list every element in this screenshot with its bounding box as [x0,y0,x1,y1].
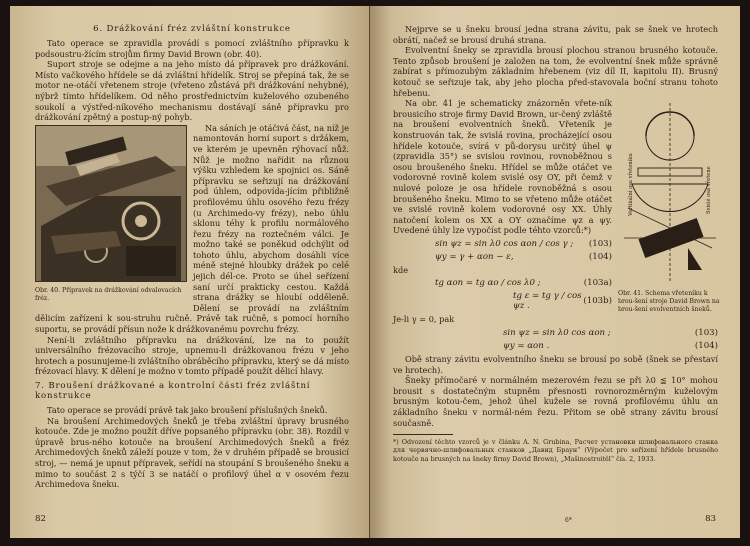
formula: ψy = αon . (104) [503,341,718,352]
formula: ψy = γ + αon − ε, (104) [435,251,612,262]
left-page [10,6,369,538]
machine-photo [35,125,187,282]
section-heading: 7. Broušení drážkované a kontrolní části fréz zvláštní konstrukce [35,381,311,401]
right-page [369,6,740,538]
paragraph: Na broušení Archimedových šneků je třeba zvláštní úpravy brusného kotouče. Zde je možno použít dříve popsaného přípravku (obr. 38). Rozdíl v úpravě brus-ného kotouče na broušení Archimedových šneků a fréz Archimedových šneků záleží pouze v tom, že v druhém případě se brousicí stroj, — nemá je upnut přípravek, seřídí na stoupání S broušeného šneku a mimo to součást 2 s týčí 3 se natáčí o profilový úhel α v osovém řezu Archimedova šneku. [35,415,349,490]
axis-label: Svislé osa vřetene [706,166,712,215]
kde-label: kde [393,264,409,275]
formula: sin ψz = sin λ0 cos αon / cos γ ; (103) [435,238,612,249]
figure-caption: Obr. 41. Schema vřeteníku k brou-šení stroje David Brown na brou-šení evolventních šneků. [618,290,720,314]
paragraph: Tato operace se provádí právě tak jako broušení příslušných šneků. [47,405,328,415]
figure-41 [618,98,722,314]
figure-40 [35,125,185,303]
gutter [369,6,370,538]
wheelhead-schematic [618,98,722,288]
paragraph: Tato operace se zpravidla provádí s pomocí zvláštního přípravku k podsoustru-žícím strojům firmy David Brown (obr. 40). [35,38,349,59]
formula: sin ψz = sin λ0 cos αon ; (103) [503,328,718,339]
formula: tg ε = tg γ / cos ψz . (103b) [513,291,612,312]
paragraph: Není-li zvláštního přípravku na drážkování, lze na to použít universálního frézovacího stroje, upnemu-li drážkovanou frézu v jeho hrotech a posunujeme-li zvláštního obráběcího přípravku, který se dá místo frézovací hlavy. K dělení je možno v tomto případě použít dělicí hlavy. [35,334,349,377]
paragraph: Na sáních je otáčivá část, na níž je namontován horní suport s držákem, ve kterém je upevněn rýhovací nůž. Nůž je možno nařídit na různou výšku vzhledem ke spojnici os. Sáně přípravku se seřizují na drážkování pod úhlem, odpovída-jícím přibližně profilovému úhlu osového řezu frézy (u Archimedo-vy frézy), nebo úhlu sklonu téhy k profilu normálového řezu frézy na roztečném válci. Je možno také se poněkud odchýlit od tohoto úhlu, abychom dosáhli více méně stejné hloubky drážek po celé jejich dél-ce. Proto se úhel seřízení saní určí prakticky cestou. Každá strana drážky se hloubí odděleně. Dělení se provádí na zvláštním dělicím zařízení k sou-struhu ručně. Právě tak ručně, s pomocí horního suportu, se provádí přísun nože k drážkovanému povrchu frézy. [35,122,349,335]
paragraph: Obě strany závitu evolventního šneku se brousí po sobě (šnek se přestaví ve hrotech). [393,354,718,375]
book-spread [10,6,740,538]
figure-caption: Obr. 40. Přípravek na drážkování odvalovacích fréz. [35,286,182,302]
page-number: 83 [705,514,716,524]
paragraph: Na obr. 41 je schematicky znázorněn vřete-ník brousicího stroje firmy David Brown, ur-čený zvláště na broušení evolventních šneků. Vřeteník je konstruován tak, že svislá rovina, procházející osou hřídele kotouče, svírá v pů-dorysu určitý úhel ψ (zpravidla 35°) se svislou rovinou, rovnoběžnou s osou broušeného šneku. Hřídel se může otáčet ve vodorovné rovině kolem svislé osy OY, při čemž v nulové poloze je osa hřídele rovnoběžná s osou broušeného šneku. Mimo to se vřeteno může otáčet ve svislé rovině kolem vodorovné osy XX. Úhly natočení kolem os XX a OY označíme ψz a ψy. Uvedené úhly lze vypočíst podle téhto vzorců:*) [393,98,612,236]
formula: tg αon = tg αo / cos λ0 ; (103a) [435,278,612,289]
page-number: 82 [35,514,46,524]
axis-label: Vertikální osa vřeteníku [628,153,634,217]
paragraph: Evolventní šneky se zpravidla brousí plochou stranou brusného kotouče. Tento způsob broušení je založen na tom, že evolventní šnek může správně zabírat s přímozubým základním hřebenem (viz díl II, kapitolu II). Brusný kotouč se seřizuje tak, aby jeho plocha před-stavovala boční stranu tohoto hřebenu. [393,45,718,98]
paragraph: Je-li γ = 0, pak [393,314,455,325]
footnote-rule [393,434,453,435]
footnote: *) Odvození těchto vzorců je v článku A. N. Grubina, Расчет установки шлифовального станка для червячно-шлифовальных станков „Давид Браун“ (Výpočet pro seřízení hřídele brusného kotouče na brusných na šneky firmy David Brown), „Mašinostroitěl“ čís. 2, 1933. [393,438,718,463]
paragraph: Nejprve se u šneku brousí jedna strana závitu, pak se šnek ve hrotech obrátí, načež se brousí druhá strana. [393,24,718,45]
section-heading: 6. Drážkování fréz zvláštní konstrukce [93,24,291,34]
paragraph: Suport stroje se odejme a na jeho místo dá přípravek pro drážkování. Místo vačkového hřídele se dá zvláštní hřídelík. Stroj se přepíná tak, že se motor ne-otáčí vřetenem stroje (vřeteno zůstává při drážkování nehybné), nýbrž tímto hřídelíkem. Od něho prostřednictvím kuželového ozubeného soukolí a výstřed-níkového mechanismu dostávají sáně přípravku pro drážkování zpětný a postup-ný pohyb. [35,59,349,123]
paragraph: Šneky přímočaré v normálném mezerovém řezu se při λ0 ≦ 10° mohou brousit s dostatečným stupněm přesnosti rovnorozměrným kuželovým brusným kotou-čem, jehož úhel kužele se rovná profilovému úhlu αn základního šneku v normál-ném řezu. Přitom se obě strany závitu brousí současně. [393,375,718,428]
signature-mark: 6* [565,517,572,524]
